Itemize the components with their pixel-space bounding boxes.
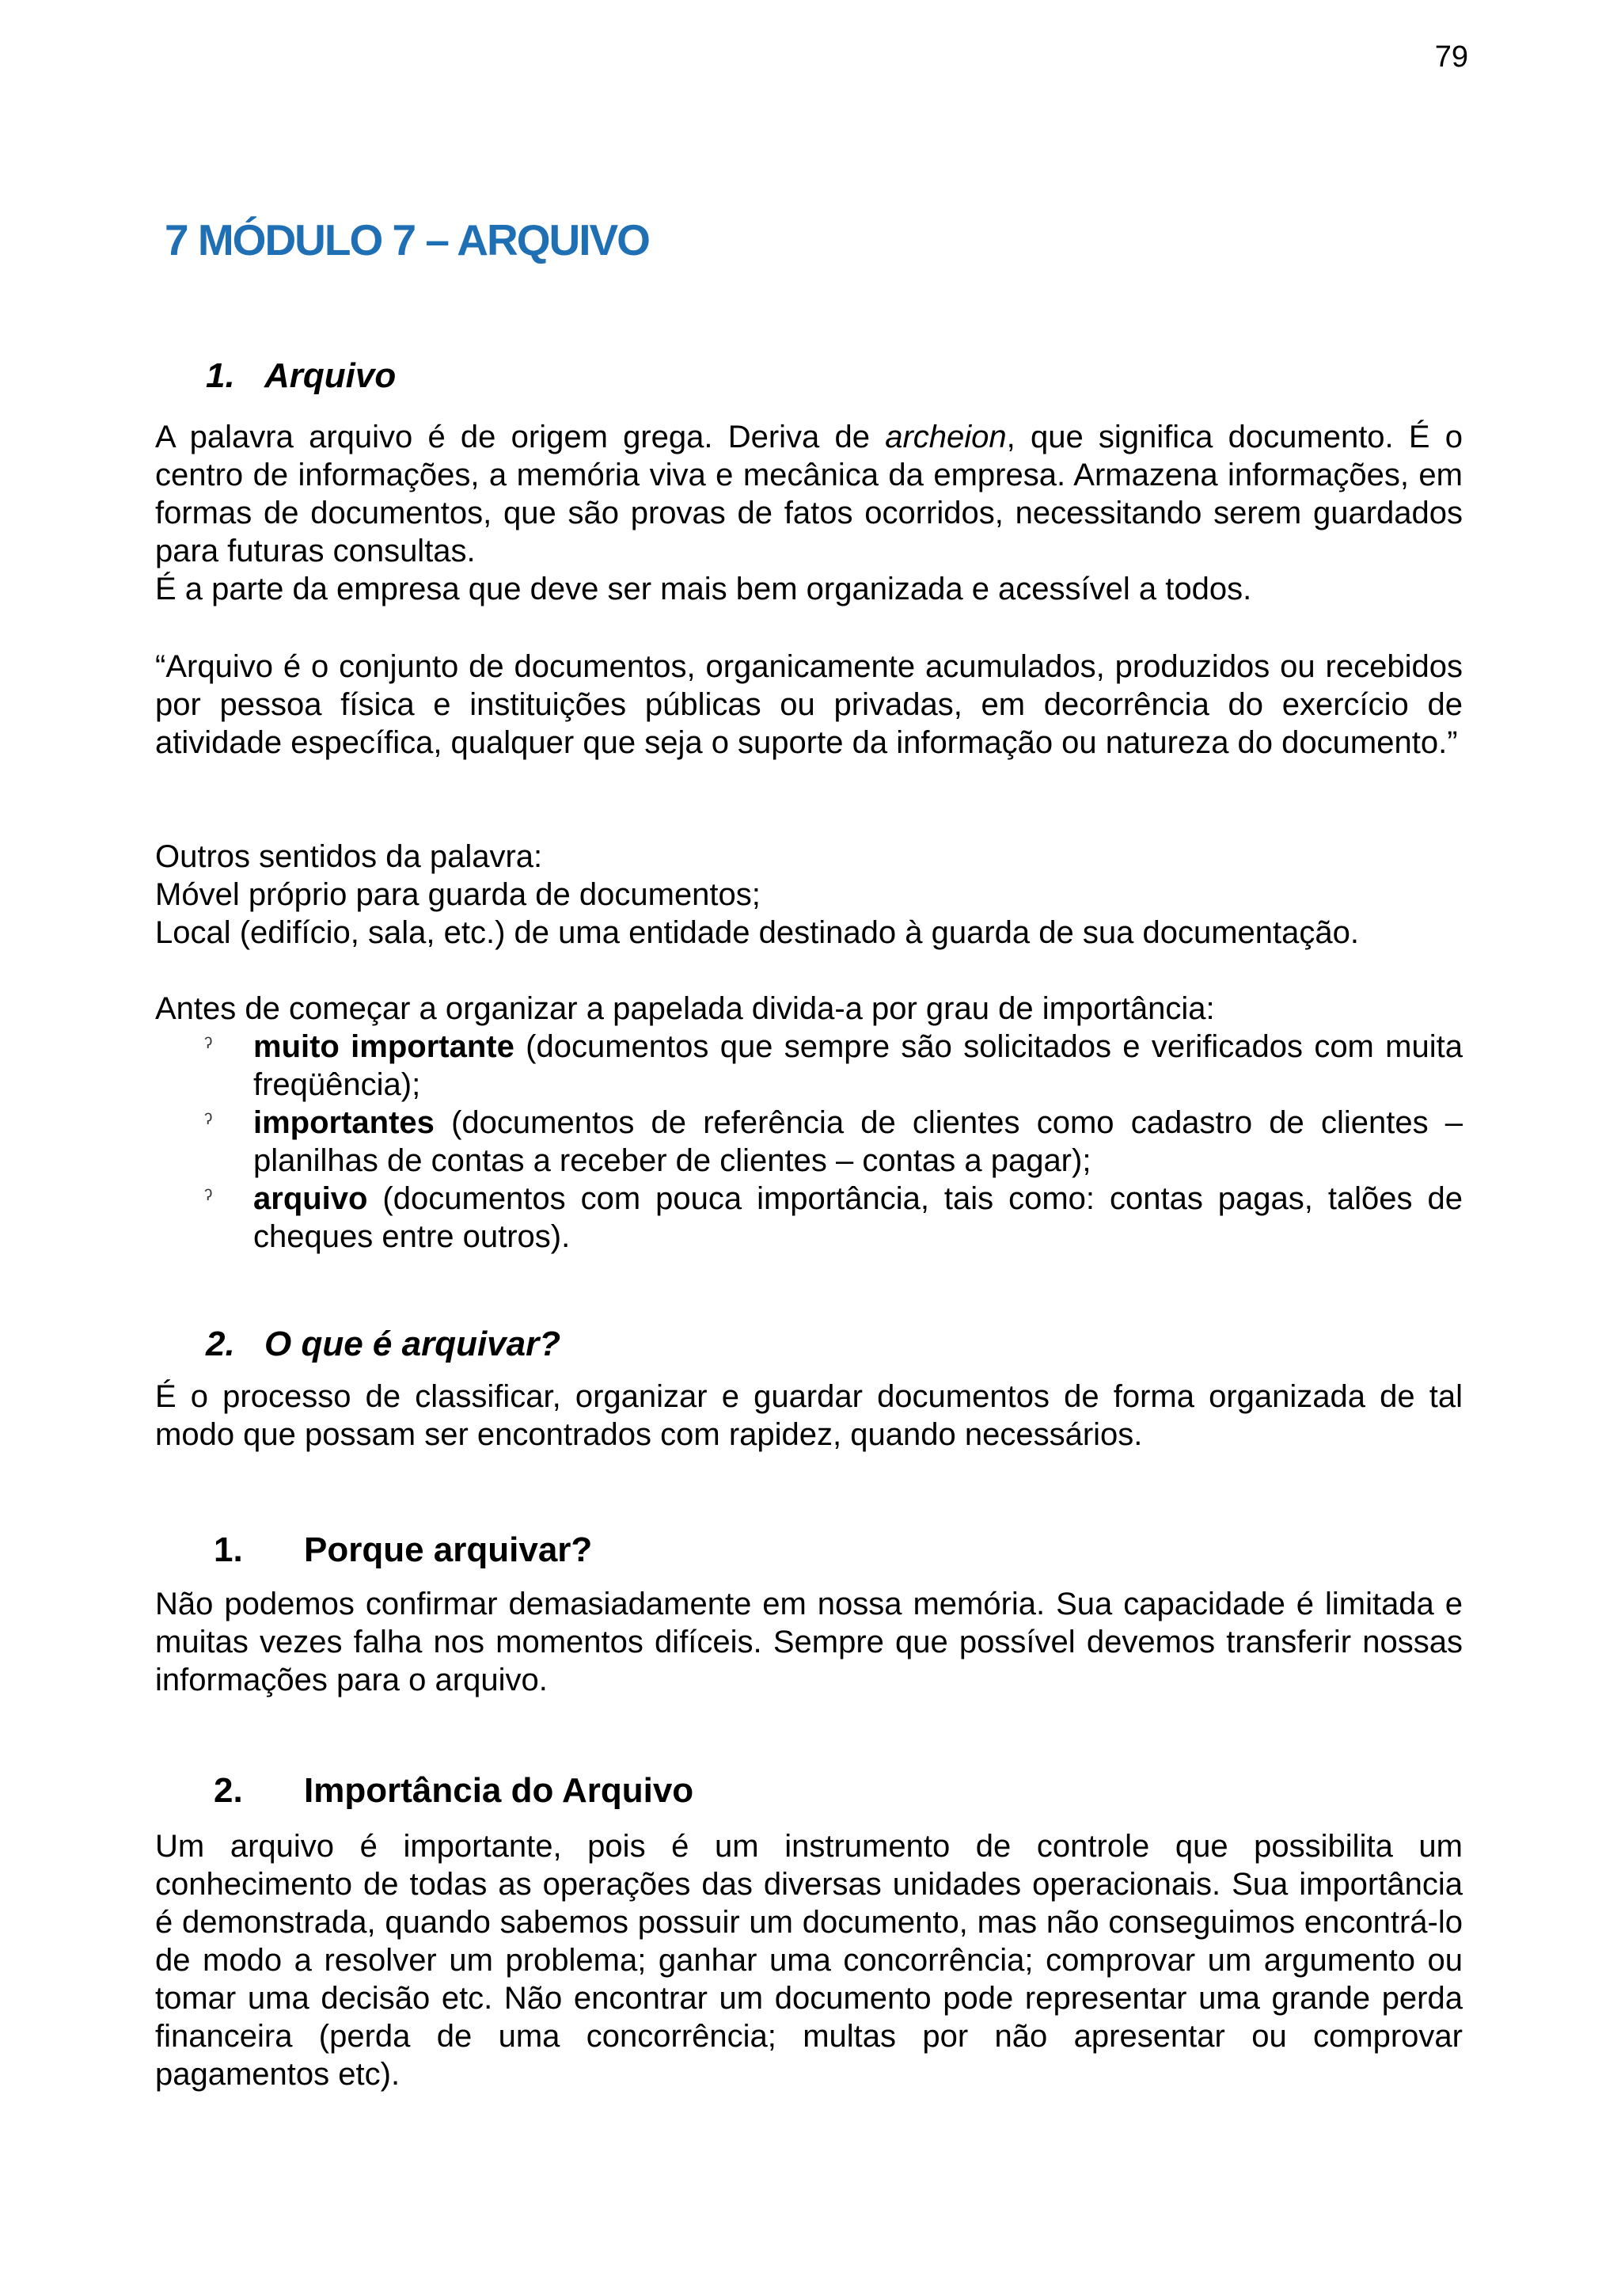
section-number: 2. [214, 1771, 243, 1810]
section-title: Porque arquivar? [304, 1530, 593, 1569]
bullet-icon: ˀ [204, 1033, 213, 1059]
section-heading-porque-arquivar [214, 1528, 592, 1572]
list-item-term: muito importante [253, 1029, 514, 1064]
bullet-icon: ˀ [204, 1185, 213, 1211]
list-item-text: (documentos que sempre são solicitados e verificados com muita freqüência); [253, 1029, 1463, 1102]
other-sense-item: Local (edifício, sala, etc.) de uma entidade destinado à guarda de sua documentação. [155, 915, 1359, 950]
list-item [155, 1028, 1463, 1104]
other-sense-item: Móvel próprio para guarda de documentos; [155, 877, 761, 912]
section-heading-arquivo [206, 354, 396, 398]
page-number: 79 [1434, 40, 1468, 74]
page-title: 7 MÓDULO 7 – ARQUIVO [165, 215, 649, 264]
paragraph-why: Não podemos confirmar demasiadamente em nossa memória. Sua capacidade é limitada e muitas vezes falha nos momentos difíceis. Sempre que possível devemos transferir nossas informações para o arquivo. [155, 1587, 1463, 1697]
section-title: Arquivo [264, 356, 397, 395]
list-item [155, 1104, 1463, 1180]
bullet-icon: ˀ [204, 1109, 213, 1135]
section-heading-importancia [214, 1769, 693, 1813]
list-item-text: (documentos de referência de clientes como cadastro de clientes – planilhas de contas a receber de clientes – contas a pagar); [253, 1105, 1463, 1178]
paragraph-origin [155, 418, 1463, 570]
paragraph-organization: É a parte da empresa que deve ser mais bem organizada e acessível a todos. [155, 572, 1252, 606]
text-span: A palavra arquivo é de origem grega. Deriva de [155, 420, 886, 454]
section-number: 2. [206, 1325, 235, 1363]
list-intro: Antes de começar a organizar a papelada divida-a por grau de importância: [155, 991, 1215, 1026]
list-item-term: importantes [253, 1105, 435, 1140]
section-title: Importância do Arquivo [304, 1771, 694, 1810]
importance-list [155, 1028, 1463, 1256]
paragraph-definition: É o processo de classificar, organizar e guardar documentos de forma organizada de tal modo que possam ser encontrados com rapidez, quando necessários. [155, 1379, 1463, 1452]
list-item [155, 1180, 1463, 1256]
text-span: , que significa documento. É o centro de informações, a memória viva e mecânica da empresa. Armazena informações, em formas de documentos, que são provas de fatos ocorridos, necessitando serem guardados para futuras consultas. [155, 420, 1463, 568]
list-item-text: (documentos com pouca importância, tais como: contas pagas, talões de cheques entre outros). [253, 1181, 1463, 1254]
other-senses-heading: Outros sentidos da palavra: [155, 839, 543, 874]
section-number: 1. [206, 356, 235, 395]
emphasis-term: archeion [885, 420, 1007, 454]
section-heading-o-que-e-arquivar [206, 1322, 560, 1367]
paragraph-quote: “Arquivo é o conjunto de documentos, organicamente acumulados, produzidos ou recebidos por pessoa física e instituições públicas ou privadas, em decorrência do exercício de atividade específica, qualquer que seja o suporte da informação ou natureza do documento.” [155, 649, 1463, 760]
paragraph-importance: Um arquivo é importante, pois é um instrumento de controle que possibilita um conhecimento de todas as operações das diversas unidades operacionais. Sua importância é demonstrada, quando sabemos possuir um documento, mas não conseguimos encontrá-lo de modo a resolver um problema; ganhar uma concorrência; comprovar um argumento ou tomar uma decisão etc. Não encontrar um documento pode representar uma grande perda financeira (perda de uma concorrência; multas por não apresentar ou comprovar pagamentos etc). [155, 1829, 1463, 2092]
list-item-term: arquivo [253, 1181, 368, 1216]
section-title: O que é arquivar? [264, 1325, 561, 1363]
section-number: 1. [214, 1530, 243, 1569]
